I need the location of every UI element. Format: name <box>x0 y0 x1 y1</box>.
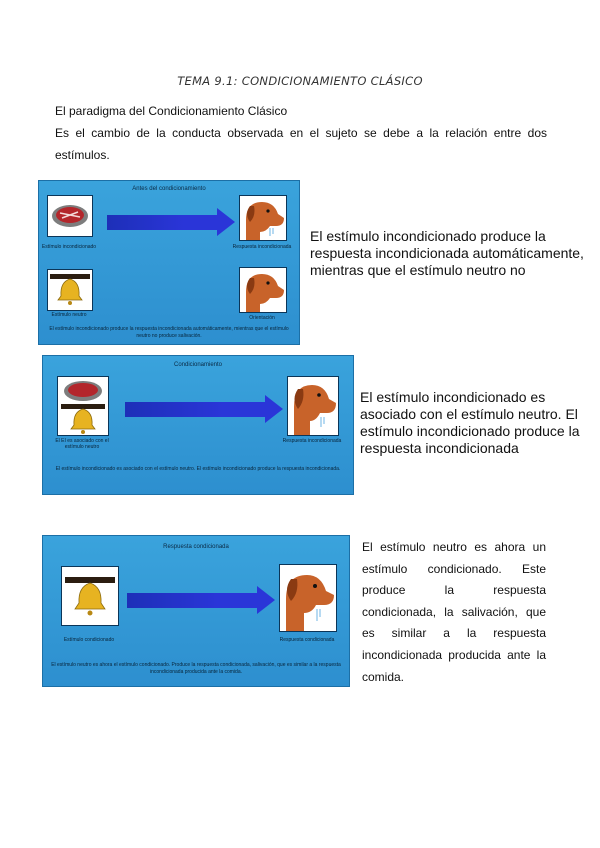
dog-salivating-icon <box>280 565 336 631</box>
intro-line-2: Es el cambio de la conducta observada en el sujeto se debe a la relación entre dos <box>55 126 547 140</box>
panel-1-arrow-top <box>107 215 217 230</box>
dog-box-3 <box>287 376 339 436</box>
dog-box-1 <box>239 195 287 241</box>
panel-3-description: El estímulo neutro es ahora un estímulo condicionado. Este produce la respuesta condicionada, la salivación, que es similar a la respuesta incondicionada producida ante la comida. <box>362 540 546 684</box>
meat-box <box>47 195 93 237</box>
figure-panel-3 <box>42 535 350 687</box>
intro-paragraph <box>55 100 547 166</box>
meat-and-bell-icon <box>58 377 108 435</box>
panel-1-description: El estímulo incondicionado produce la respuesta incondicionada automáticamente, mientras que el estímulo neutro no <box>310 228 584 278</box>
panel-1-title: Antes del condicionamiento <box>132 186 206 192</box>
panel-3-caption-right: Respuesta condicionada <box>279 637 335 643</box>
bell-box-1 <box>47 269 93 311</box>
panel-3-arrow <box>127 593 257 608</box>
panel-1-caption-meat: Estímulo incondicionado <box>41 244 97 250</box>
panel-3-title: Respuesta condicionada <box>163 544 229 550</box>
panel-1-caption-dog-1: Respuesta incondicionada <box>232 244 292 250</box>
dog-icon <box>240 268 286 312</box>
panel-2-description: El estímulo incondicionado es asociado con el estímulo neutro. El estímulo incondicionado produce la respuesta incondicionada <box>360 389 580 456</box>
panel-3-footer: El estímulo neutro es ahora el estímulo condicionado. Produce la respuesta condicionada, salivación, que es similar a la respuesta incondicionada producida ante la comida. <box>51 662 341 675</box>
panel-2-caption-right: Respuesta incondicionada <box>282 438 342 444</box>
bell-icon <box>48 270 92 310</box>
intro-line-1: El paradigma del Condicionamiento Clásico <box>55 104 288 118</box>
intro-line-3: estímulos. <box>55 148 110 162</box>
panel-3-caption-left: Estímulo condicionado <box>63 637 115 643</box>
dog-box-2 <box>239 267 287 313</box>
bell-box-2 <box>61 566 119 626</box>
meat-bell-box <box>57 376 109 436</box>
panel-1-caption-bell: Estímulo neutro <box>51 312 87 318</box>
figure-panel-1 <box>38 180 300 345</box>
panel-2-caption-left: El EI es asociado con el estímulo neutro <box>55 438 109 450</box>
panel-2-title: Condicionamiento <box>173 362 223 368</box>
dog-box-4 <box>279 564 337 632</box>
meat-icon <box>48 196 92 236</box>
panel-1-caption-dog-2: Orientación <box>249 315 275 321</box>
page-title: TEMA 9.1: CONDICIONAMIENTO CLÁSICO <box>177 74 423 88</box>
bell-icon <box>62 567 118 625</box>
panel-1-footer: El estímulo incondicionado produce la respuesta incondicionada automáticamente, mientras que el estímulo neutro no produce salivación. <box>49 326 289 339</box>
dog-salivating-icon <box>240 196 286 240</box>
dog-salivating-icon <box>288 377 338 435</box>
panel-2-arrow <box>125 402 265 417</box>
figure-panel-2 <box>42 355 354 495</box>
panel-2-footer: El estímulo incondicionado es asociado con el estímulo neutro. El estímulo incondicionado produce la respuesta incondicionada. <box>55 466 341 472</box>
